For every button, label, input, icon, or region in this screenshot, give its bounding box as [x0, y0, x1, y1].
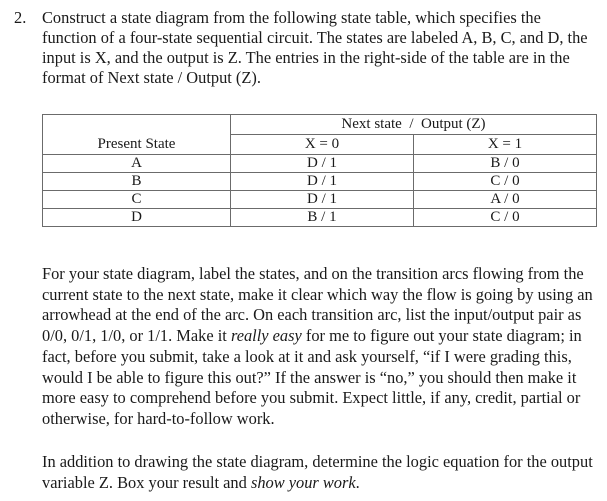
equation-text-b: .: [355, 472, 360, 492]
x0-cell: D / 1: [231, 191, 414, 209]
present-state-cell: B: [43, 173, 231, 191]
header-present-state: Present State: [43, 115, 231, 155]
emphasis-really-easy: really easy: [230, 326, 302, 346]
table-row: [43, 191, 597, 209]
instructions-text-b: for me to figure out your state diagram; in fact, before you submit, take a look at it and ask yourself, “if I were grading this, would I be able to figure this out?” If the answer is “no,” you should then make it more easy to comprehend before you submit. Expect little, if any, credit, partial or otherwise, for hard-to-follow work.: [42, 326, 582, 428]
table-row: [43, 173, 597, 191]
x1-cell: C / 0: [414, 209, 597, 227]
x0-cell: B / 1: [231, 209, 414, 227]
present-state-cell: C: [43, 191, 231, 209]
present-state-cell: A: [43, 155, 231, 173]
equation-text-a: In addition to drawing the state diagram, determine the logic equation for the output variable Z. Box your result and: [42, 452, 593, 492]
x0-cell: D / 1: [231, 173, 414, 191]
instructions-text-a: For your state diagram, label the states, and on the transition arcs flowing from the current state to the next state, make it clear which way the flow is going by using an arrowhead at the end of the arc. On each transition arc, list the input/output pair as 0/0, 0/1, 1/0, or 1/1. Make it: [42, 264, 593, 346]
header-next-state-output: Next state / Output (Z): [231, 115, 597, 135]
question-intro: Construct a state diagram from the following state table, which specifies the function of a four-state sequential circuit. The states are labeled A, B, C, and D, the input is X, and the output is Z. The entries in the right-side of the table are in the format of Next state / Output (Z).: [42, 8, 588, 87]
x0-cell: D / 1: [231, 155, 414, 173]
present-state-cell: D: [43, 209, 231, 227]
x1-cell: C / 0: [414, 173, 597, 191]
header-x1: X = 1: [414, 135, 597, 155]
logic-equation-paragraph: [42, 452, 598, 493]
emphasis-show-your-work: show your work: [250, 472, 356, 492]
problem-statement: [14, 8, 599, 88]
table-row: [43, 209, 597, 227]
state-table: [42, 114, 597, 227]
x1-cell: A / 0: [414, 191, 597, 209]
header-x0: X = 0: [231, 135, 414, 155]
question-header: [14, 8, 599, 88]
table-row: [43, 155, 597, 173]
instructions-paragraph: [42, 264, 598, 430]
question-number: 2.: [14, 8, 27, 27]
x1-cell: B / 0: [414, 155, 597, 173]
